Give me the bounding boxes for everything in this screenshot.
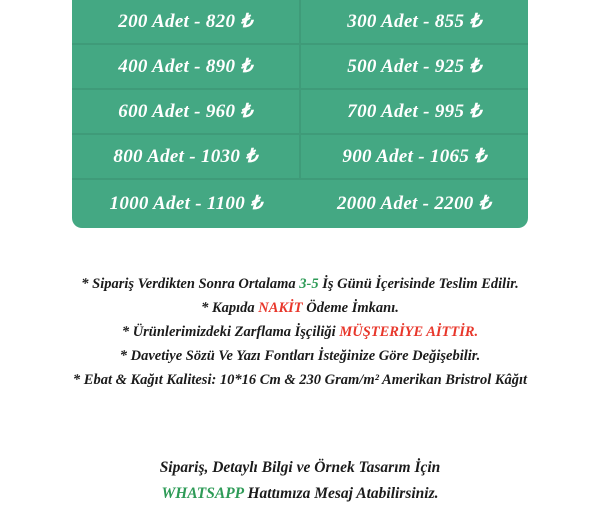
note-text: * Kapıda (201, 300, 259, 316)
note-item-paper: * Ebat & Kağıt Kalitesi: 10*16 Cm & 230 Gram/m² Amerikan Bristrol Kâğıt (72, 372, 528, 388)
price-cell: 2000 Adet - 2200 ₺ (337, 192, 491, 214)
note-highlight: NAKİT (258, 300, 303, 316)
note-highlight: MÜŞTERİYE AİTTİR. (339, 324, 479, 340)
table-row (72, 0, 528, 45)
footer-contact (0, 455, 600, 507)
table-row (72, 90, 528, 135)
price-cell: 1000 Adet - 1100 ₺ (109, 192, 263, 214)
note-text: İş Günü İçerisinde Teslim Edilir. (318, 276, 519, 292)
table-row (72, 135, 528, 180)
price-cell: 300 Adet - 855 ₺ (347, 11, 482, 32)
table-row (72, 180, 528, 226)
whatsapp-label[interactable]: WHATSAPP (161, 485, 244, 502)
note-text: * Ürünlerimizdeki Zarflama İşçiliği (121, 324, 340, 340)
price-cell: 500 Adet - 925 ₺ (347, 56, 482, 77)
note-text: Ödeme İmkanı. (302, 300, 399, 316)
note-highlight: 3-5 (299, 276, 319, 292)
note-item-envelope (0, 320, 600, 344)
notes-list (0, 272, 600, 392)
footer-line-whatsapp (0, 481, 600, 507)
note-text: * Sipariş Verdikten Sonra Ortalama (81, 276, 300, 292)
price-cell: 700 Adet - 995 ₺ (347, 101, 482, 122)
table-row (72, 45, 528, 90)
note-item-delivery (0, 272, 600, 296)
price-cell: 200 Adet - 820 ₺ (72, 0, 301, 43)
price-cell: 900 Adet - 1065 ₺ (342, 146, 487, 167)
footer-text: Hattımıza Mesaj Atabilirsiniz. (243, 485, 439, 502)
price-table (72, 0, 528, 228)
footer-line-order: Sipariş, Detaylı Bilgi ve Örnek Tasarım İçin (159, 459, 441, 476)
price-cell: 600 Adet - 960 ₺ (72, 90, 301, 133)
note-item-font: * Davetiye Sözü Ve Yazı Fontları İsteğinize Göre Değişebilir. (119, 348, 481, 364)
price-cell: 800 Adet - 1030 ₺ (72, 135, 301, 178)
note-item-payment (0, 296, 600, 320)
price-cell: 400 Adet - 890 ₺ (72, 45, 301, 88)
